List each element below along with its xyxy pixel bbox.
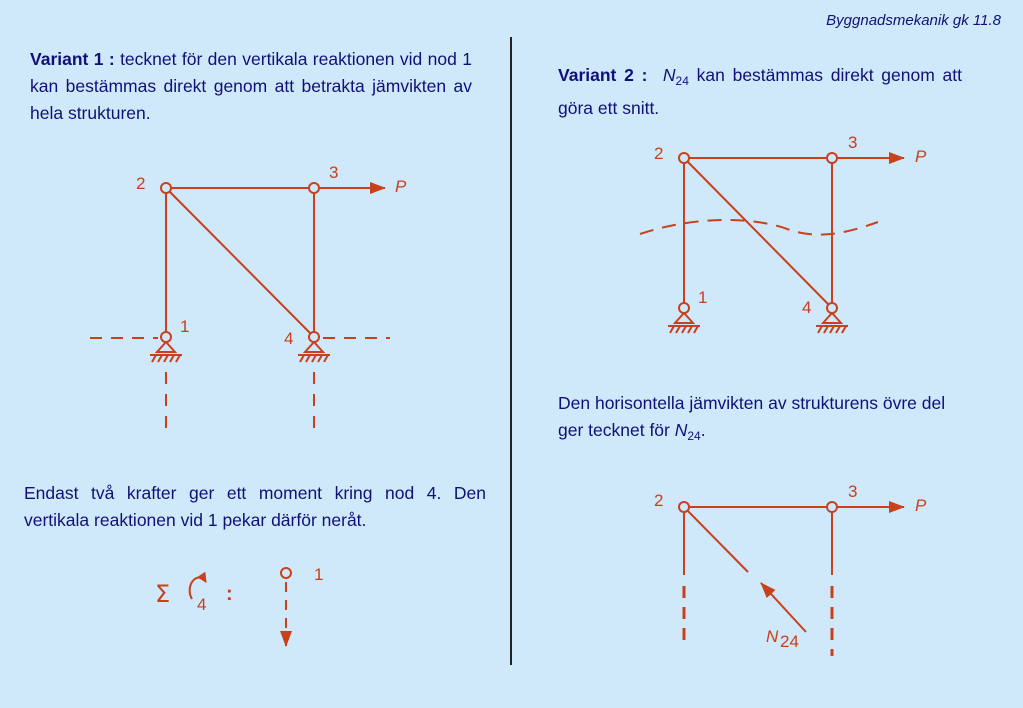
variant2-title: Variant 2 : — [558, 65, 648, 85]
horizontal-n: N — [674, 420, 688, 440]
moment-equation — [155, 568, 291, 646]
d2-node3-label: 3 — [848, 133, 858, 152]
d2-node1-label: 1 — [698, 288, 708, 307]
variant2-text: kan bestämmas direkt genom att göra ett snitt. — [558, 65, 962, 118]
eq-node1-label: 1 — [314, 565, 324, 584]
sum-symbol: Σ — [155, 580, 171, 608]
truss-diagram-cut — [640, 153, 904, 333]
d3-node2-label: 2 — [654, 491, 664, 510]
n24-label: N — [766, 627, 779, 646]
moment-point-label: 4 — [197, 595, 207, 614]
d3-node3-label: 3 — [848, 482, 858, 501]
variant2-n-sub: 24 — [675, 74, 689, 88]
horizontal-text-after: . — [700, 420, 706, 440]
variant1-text: tecknet för den vertikala reaktionen vid nod 1 kan bestämmas direkt genom att betrakta jämvikten av hela strukturen. — [30, 49, 472, 123]
horizontal-n-sub: 24 — [687, 429, 701, 443]
variant1-title: Variant 1 : — [30, 49, 115, 69]
horizontal-text-before: Den horisontella jämvikten av strukturens övre del ger tecknet för — [558, 393, 946, 440]
d2-node2-label: 2 — [654, 144, 664, 163]
d1-node1-label: 1 — [180, 317, 190, 336]
d1-node3-label: 3 — [329, 163, 339, 182]
d3-force-label: P — [915, 496, 927, 515]
node1-circle — [281, 568, 291, 578]
d1-node4-label: 4 — [284, 329, 294, 348]
moment-paragraph: Endast två krafter ger ett moment kring nod 4. Den vertikala reaktionen vid 1 pekar därför neråt. — [24, 483, 486, 530]
n24-sub-label: 24 — [780, 632, 799, 651]
d2-node4-label: 4 — [802, 298, 812, 317]
d1-node2-label: 2 — [136, 174, 146, 193]
variant2-n: N — [662, 65, 676, 85]
page-header: Byggnadsmekanik gk 11.8 — [826, 12, 1001, 29]
d1-force-label: P — [395, 177, 407, 196]
d2-force-label: P — [915, 147, 927, 166]
truss-diagram-whole — [90, 183, 390, 435]
colon-symbol: : — [226, 583, 233, 605]
